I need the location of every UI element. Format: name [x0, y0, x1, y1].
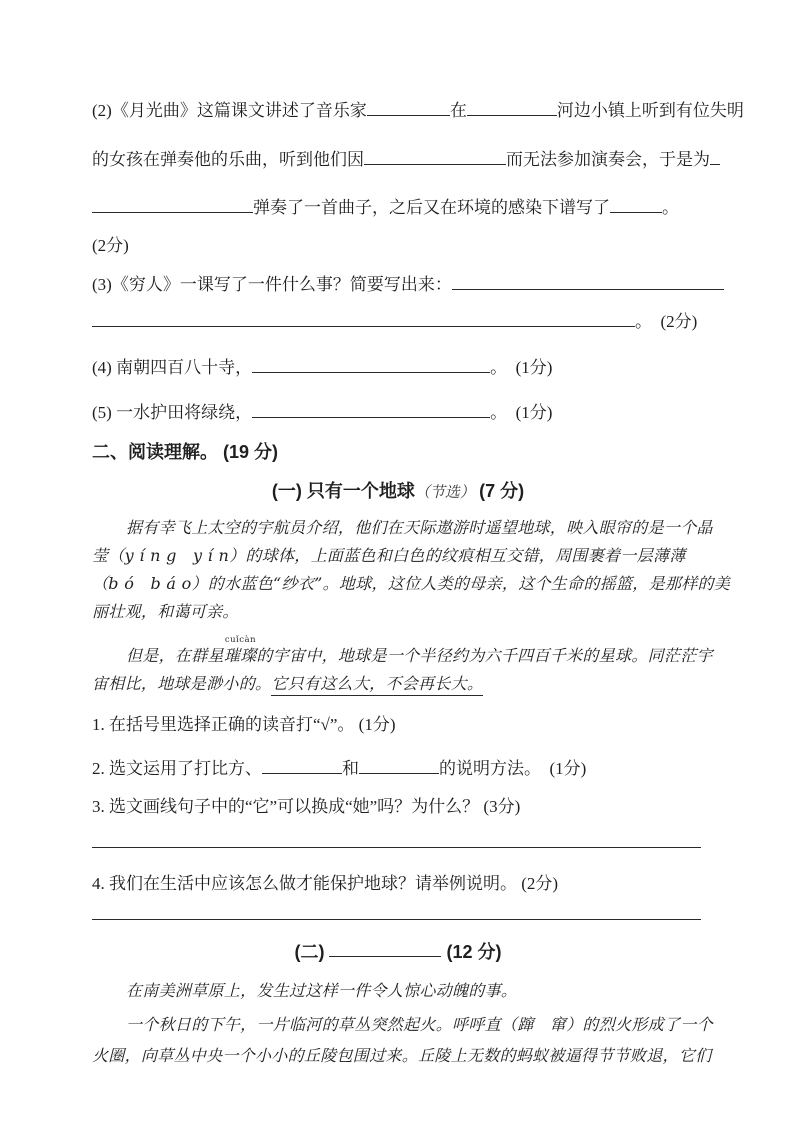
question-text: 2. 选文运用了打比方、 — [92, 759, 262, 778]
passage-text: 但是，在群星 — [126, 646, 224, 665]
answer-blank — [252, 357, 490, 373]
question-2-line-1 — [92, 100, 744, 122]
answer-line — [92, 919, 701, 920]
pinyin-annotation: cuǐcàn — [224, 635, 257, 645]
question-2-text-b: 在 — [449, 101, 467, 120]
score-label: (2分) — [92, 236, 129, 255]
reading-question-3 — [92, 796, 520, 818]
exam-content — [92, 0, 744, 1122]
underlined-sentence: 它只有这么大，不会再长大。 — [271, 674, 483, 696]
answer-blank — [364, 149, 506, 165]
part-1-heading-main: (一) 只有一个地球 — [271, 481, 415, 501]
score-label: (2分) — [660, 312, 698, 331]
part-1-heading — [92, 480, 704, 503]
question-5-line — [92, 402, 552, 424]
passage-text: 宙相比，地球是渺小的。 — [92, 674, 272, 693]
passage-2-line-3 — [92, 1045, 711, 1067]
question-2-text-d: 的女孩在弹奏他的乐曲，听到他们因 — [92, 150, 364, 169]
question-3-line-2 — [92, 311, 697, 333]
answer-blank — [262, 758, 342, 774]
question-2-text-c: 河边小镇上听到有位失明 — [556, 101, 744, 120]
passage-1-line-3 — [92, 573, 730, 595]
part-2-heading — [92, 941, 704, 963]
question-4-text: (4) 南朝四百八十寺， — [92, 358, 253, 377]
passage-text: 莹（y í n g y í n）的球体，上面蓝色和白色的纹痕相互交错，周围裹着一层薄薄 — [92, 546, 686, 565]
answer-blank — [452, 274, 724, 290]
answer-blank — [359, 758, 439, 774]
ruby-base: 璀璨 — [223, 646, 257, 665]
reading-question-1 — [92, 714, 396, 736]
question-text: 和 — [342, 759, 359, 778]
question-4-line — [92, 357, 552, 379]
passage-2-line-2 — [92, 1014, 713, 1036]
part-1-heading-note: （节选） — [414, 483, 475, 501]
passage-1-line-5 — [92, 635, 713, 667]
question-2-line-2 — [92, 149, 720, 171]
score-label: (1分) — [515, 358, 553, 377]
passage-1-line-6 — [92, 673, 483, 695]
question-5-text: (5) 一水护田将绿绕， — [92, 403, 253, 422]
part-1-heading-score: (7 分) — [479, 481, 525, 501]
section-2-title-text: 二、阅读理解。 (19 分) — [92, 442, 279, 462]
score-label: (1分) — [515, 403, 553, 422]
reading-question-4 — [92, 873, 558, 895]
question-3-period: 。 — [635, 312, 652, 331]
answer-blank — [92, 197, 253, 213]
answer-line — [92, 847, 701, 848]
answer-blank — [367, 100, 450, 116]
part-2-heading-score: (12 分) — [446, 942, 502, 962]
passage-1-line-1 — [92, 517, 713, 539]
question-text: 4. 我们在生活中应该怎么做才能保护地球？请举例说明。 (2分) — [92, 874, 559, 893]
question-text: 的说明方法。 — [439, 759, 541, 778]
question-2-period: 。 — [662, 198, 679, 217]
question-2-text-e: 而无法参加演奏会，于是为 — [506, 150, 710, 169]
passage-text: （b ó b á o）的水蓝色“纱衣”。地球，这位人类的母亲，这个生命的摇篮，是那样的美 — [92, 574, 731, 593]
question-text: 1. 在括号里选择正确的读音打“√”。 (1分) — [92, 715, 396, 734]
passage-text: 丽壮观，和蔼可亲。 — [92, 602, 239, 621]
reading-question-2 — [92, 758, 586, 780]
question-2-text-f: 弹奏了一首曲子，之后又在环境的感染下谱写了 — [253, 198, 610, 217]
passage-text: 一个秋日的下午，一片临河的草丛突然起火。呼呼直（蹿 窜）的烈火形成了一个 — [126, 1015, 713, 1034]
passage-text: 在南美洲草原上，发生过这样一件令人惊心动魄的事。 — [126, 981, 518, 1000]
section-2-title — [92, 441, 278, 463]
passage-2-line-1 — [92, 980, 517, 1002]
passage-text: 的宇宙中，地球是一个半径约为六千四百千米的星球。同茫茫宇 — [256, 646, 713, 665]
question-2-text-a: (2)《月光曲》这篇课文讲述了音乐家 — [92, 101, 367, 120]
question-3-line-1 — [92, 274, 724, 296]
passage-1-line-2 — [92, 545, 686, 567]
part-2-heading-num: (二) — [294, 942, 325, 962]
passage-1-line-4 — [92, 601, 239, 623]
question-text: 3. 选文画线句子中的“它”可以换成“她”吗？为什么？ (3分) — [92, 797, 521, 816]
question-3-text: (3)《穷人》一课写了一件什么事？简要写出来： — [92, 275, 452, 294]
ruby-annotated-word — [223, 635, 257, 667]
question-2-score — [92, 235, 129, 257]
question-2-line-3 — [92, 197, 679, 219]
passage-text: 据有幸飞上太空的宇航员介绍，他们在天际遨游时遥望地球，映入眼帘的是一个晶 — [126, 518, 713, 537]
question-4-period: 。 — [490, 358, 508, 377]
score-label: (1分) — [549, 759, 587, 778]
answer-blank — [610, 197, 662, 213]
title-blank — [329, 941, 441, 957]
answer-blank — [710, 149, 720, 165]
answer-blank — [467, 100, 557, 116]
passage-text: 火圈，向草丛中央一个小小的丘陵包围过来。丘陵上无数的蚂蚁被逼得节节败退，它们 — [92, 1046, 712, 1065]
answer-blank — [92, 311, 635, 327]
question-5-period: 。 — [490, 403, 508, 422]
answer-blank — [252, 402, 490, 418]
